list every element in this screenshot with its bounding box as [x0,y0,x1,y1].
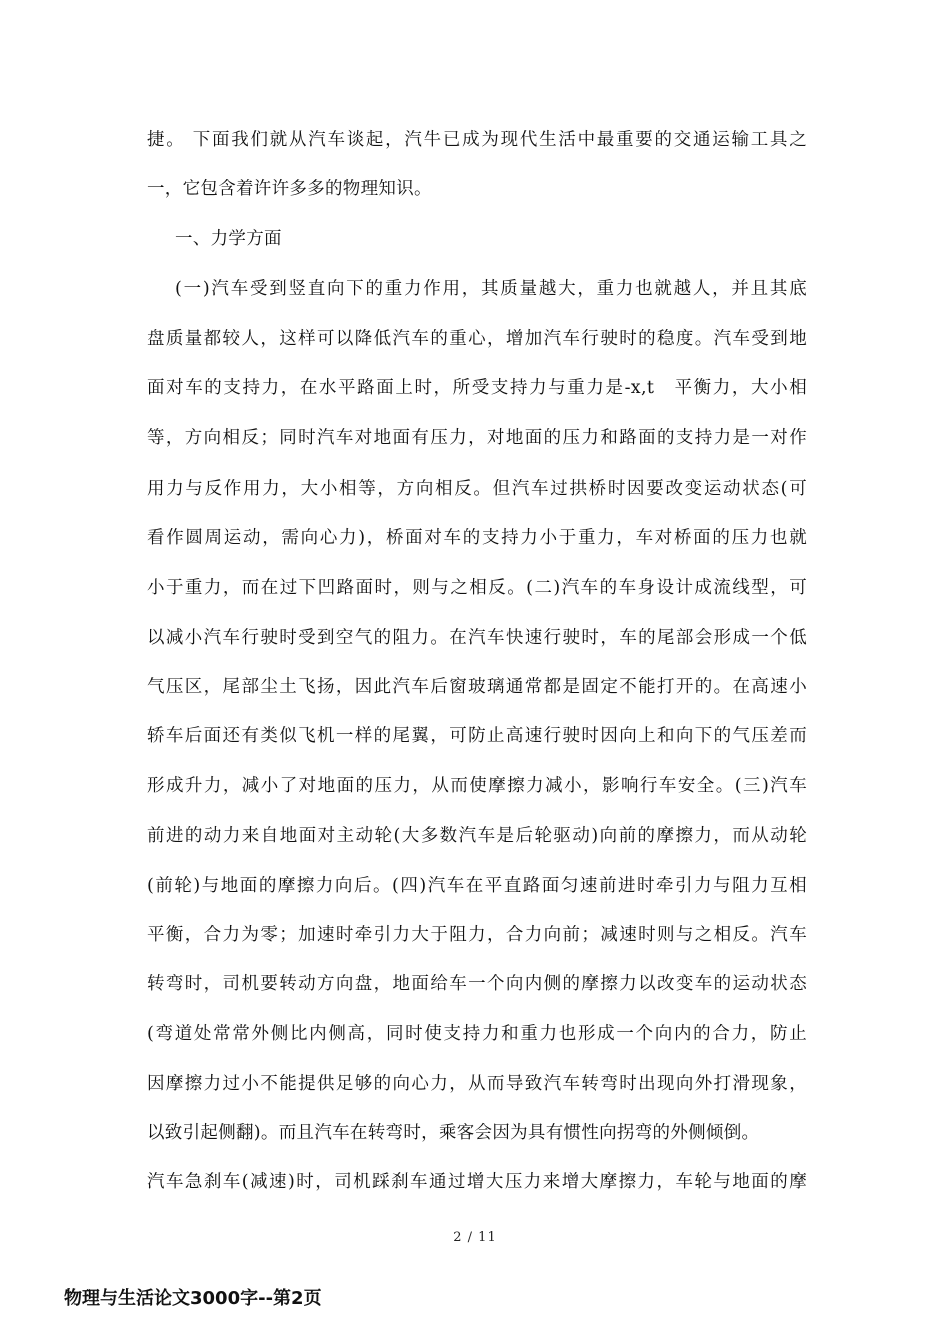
body-text-line: 平衡，合力为零；加速时牵引力大于阻力，合力向前；减速时则与之相反。汽车 [147,925,807,945]
body-text-line: 以减小汽车行驶时受到空气的阻力。在汽车快速行驶时，车的尾部会形成一个低 [147,628,807,648]
body-text-line: (弯道处常常外侧比内侧高，同时使支持力和重力也形成一个向内的合力，防止 [147,1024,807,1044]
body-text-line: 因摩擦力过小不能提供足够的向心力，从而导致汽车转弯时出现向外打滑现象， [147,1074,807,1094]
body-text-line: 形成升力，减小了对地面的压力，从而使摩擦力减小，影响行车安全。(三)汽车 [147,776,807,796]
body-text-line: 一，它包含着许许多多的物理知识。 [147,179,432,199]
body-text-line: (前轮)与地面的摩擦力向后。(四)汽车在平直路面匀速前进时牵引力与阻力互相 [147,876,807,896]
body-text-line: 轿车后面还有类似飞机一样的尾翼，可防止高速行驶时因向上和向下的气压差而 [147,726,807,746]
body-text-line: 小于重力，而在过下凹路面时，则与之相反。(二)汽车的车身设计成流线型，可 [147,578,807,598]
body-text-line: 盘质量都较人，这样可以降低汽车的重心，增加汽车行驶时的稳度。汽车受到地 [147,329,807,349]
body-text-line: (一)汽车受到竖直向下的重力作用，其质量越大，重力也就越人，并且其底 [175,279,807,299]
body-text-line: 面对车的支持力，在水平路面上时，所受支持力与重力是-x,t 平衡力，大小相 [147,378,807,398]
body-text-line: 转弯时，司机要转动方向盘，地面给车一个向内侧的摩擦力以改变车的运动状态 [147,974,807,994]
body-text-line: 用力与反作用力，大小相等，方向相反。但汽车过拱桥时因要改变运动状态(可 [147,479,807,499]
body-text-line: 前进的动力来自地面对主动轮(大多数汽车是后轮驱动)向前的摩擦力，而从动轮 [147,826,807,846]
body-text-line: 汽车急刹车(减速)时，司机踩刹车通过增大压力来增大摩擦力，车轮与地面的摩 [147,1172,807,1192]
body-text-line: 等，方向相反；同时汽车对地面有压力，对地面的压力和路面的支持力是一对作 [147,428,807,448]
page-number: 2 / 11 [453,1230,497,1245]
body-text-line: 捷。 下面我们就从汽车谈起，汽牛已成为现代生活中最重要的交通运输工具之 [147,130,807,150]
section-heading: 一、力学方面 [175,229,282,249]
body-text-line: 看作圆周运动，需向心力)，桥面对车的支持力小于重力，车对桥面的压力也就 [147,528,807,548]
body-text-line: 以致引起侧翻)。而且汽车在转弯时，乘客会因为具有惯性向拐弯的外侧倾倒。 [147,1123,760,1143]
footer-title: 物理与生活论文3000字--第2页 [64,1288,322,1309]
body-text-line: 气压区，尾部尘土飞扬，因此汽车后窗玻璃通常都是固定不能打开的。在高速小 [147,677,807,697]
